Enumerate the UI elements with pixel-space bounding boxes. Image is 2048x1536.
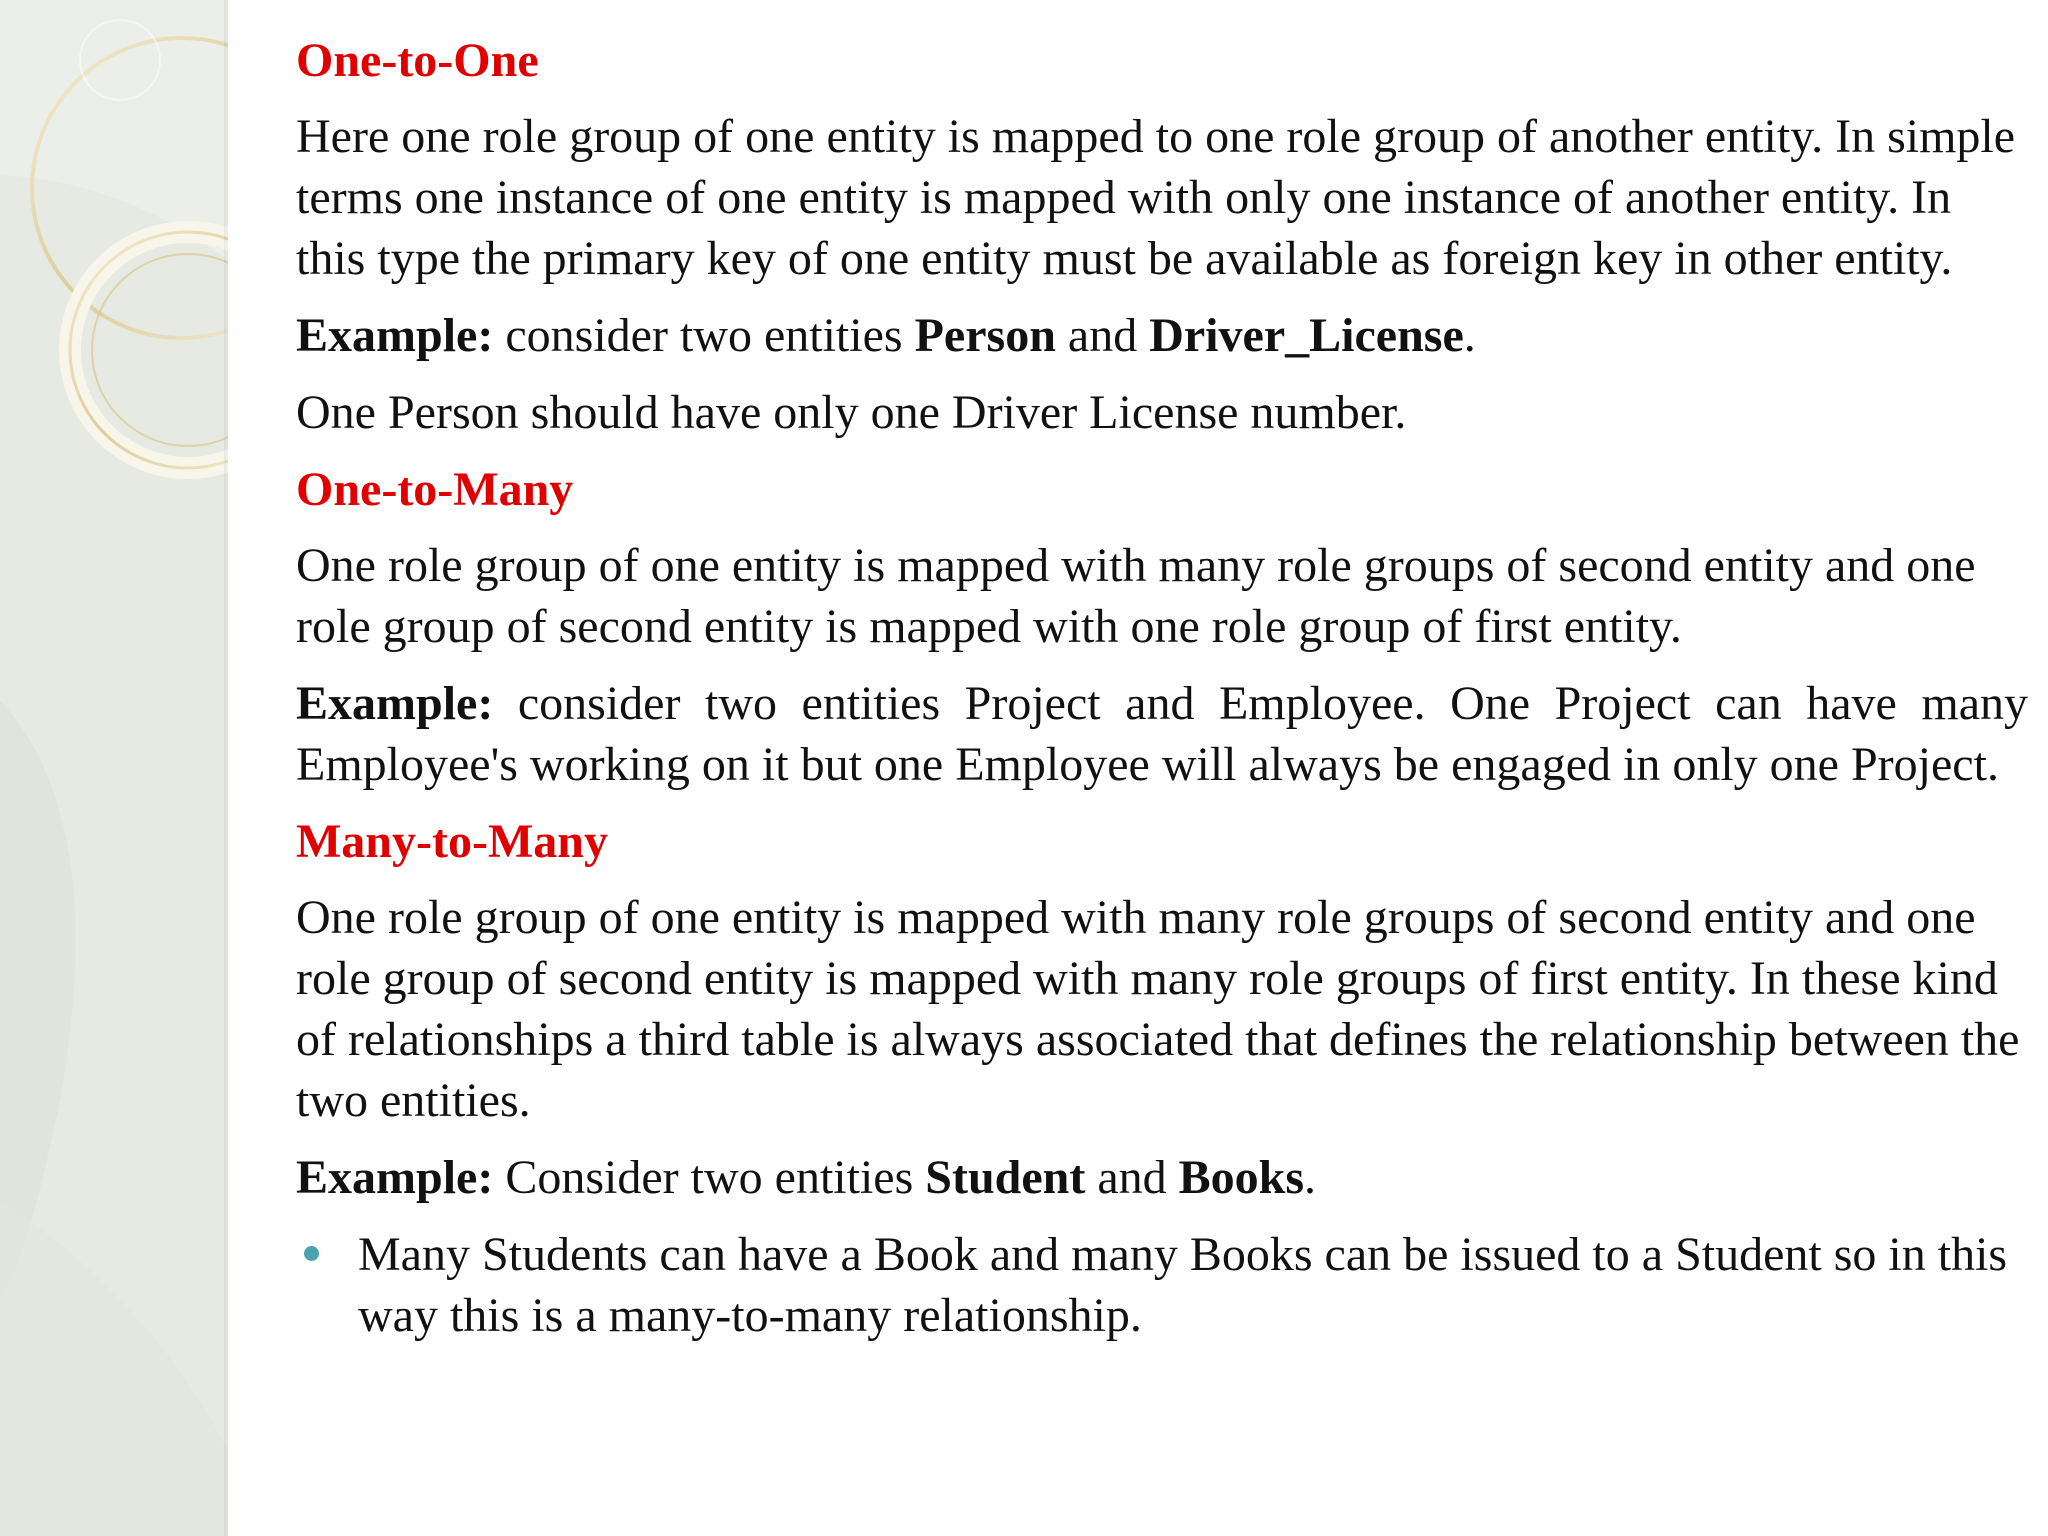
example-text: and [1055, 309, 1150, 362]
example-one-to-one [296, 305, 2028, 366]
decorative-sidebar [0, 0, 228, 1536]
decorative-rings-graphic [0, 0, 228, 1536]
example-entity-person: Person [914, 309, 1056, 362]
example-label: Example: [296, 677, 494, 730]
sidebar-shadow-edge [224, 0, 228, 1536]
example-label: Example: [296, 1151, 494, 1204]
heading-one-to-one: One-to-One [296, 34, 539, 87]
paragraph-one-to-many: One role group of one entity is mapped with many role groups of second entity and one role group of second entity is mapped with one role group of first entity. [296, 539, 1976, 653]
heading-one-to-many: One-to-Many [296, 463, 574, 516]
bullet-item [296, 1224, 2028, 1346]
bullet-text: Many Students can have a Book and many Books can be issued to a Student so in this way this is a many-to-many relationship. [358, 1228, 2008, 1342]
paragraph-many-to-many: One role group of one entity is mapped with many role groups of second entity and one role group of second entity is mapped with many role groups of first entity. In these kind of relationships a third table is always associated that defines the relationship between the two entities. [296, 891, 2020, 1127]
example-text: and [1085, 1151, 1179, 1204]
slide-content [296, 30, 2028, 1346]
example-text: . [1463, 309, 1476, 362]
example-text: consider two entities Project and Employee. One Project can have many Employee's working on it but one Employee will always be engaged in only one Project. [296, 677, 2028, 791]
example-text: Consider two entities [493, 1151, 926, 1204]
example-text: consider two entities [493, 309, 915, 362]
paragraph-one-to-one: Here one role group of one entity is mapped to one role group of another entity. In simple terms one instance of one entity is mapped with only one instance of another entity. In this type the primary key of one entity must be available as foreign key in other entity. [296, 110, 2016, 285]
example-entity-student: Student [925, 1151, 1086, 1204]
note-one-to-one: One Person should have only one Driver License number. [296, 386, 1407, 439]
example-many-to-many [296, 1147, 2028, 1208]
bullet-dot-icon [304, 1246, 319, 1261]
example-entity-driver-license: Driver_License [1149, 309, 1464, 362]
example-one-to-many [296, 673, 2028, 795]
heading-many-to-many: Many-to-Many [296, 815, 608, 868]
example-text: . [1304, 1151, 1317, 1204]
example-entity-books: Books [1178, 1151, 1305, 1204]
example-label: Example: [296, 309, 494, 362]
